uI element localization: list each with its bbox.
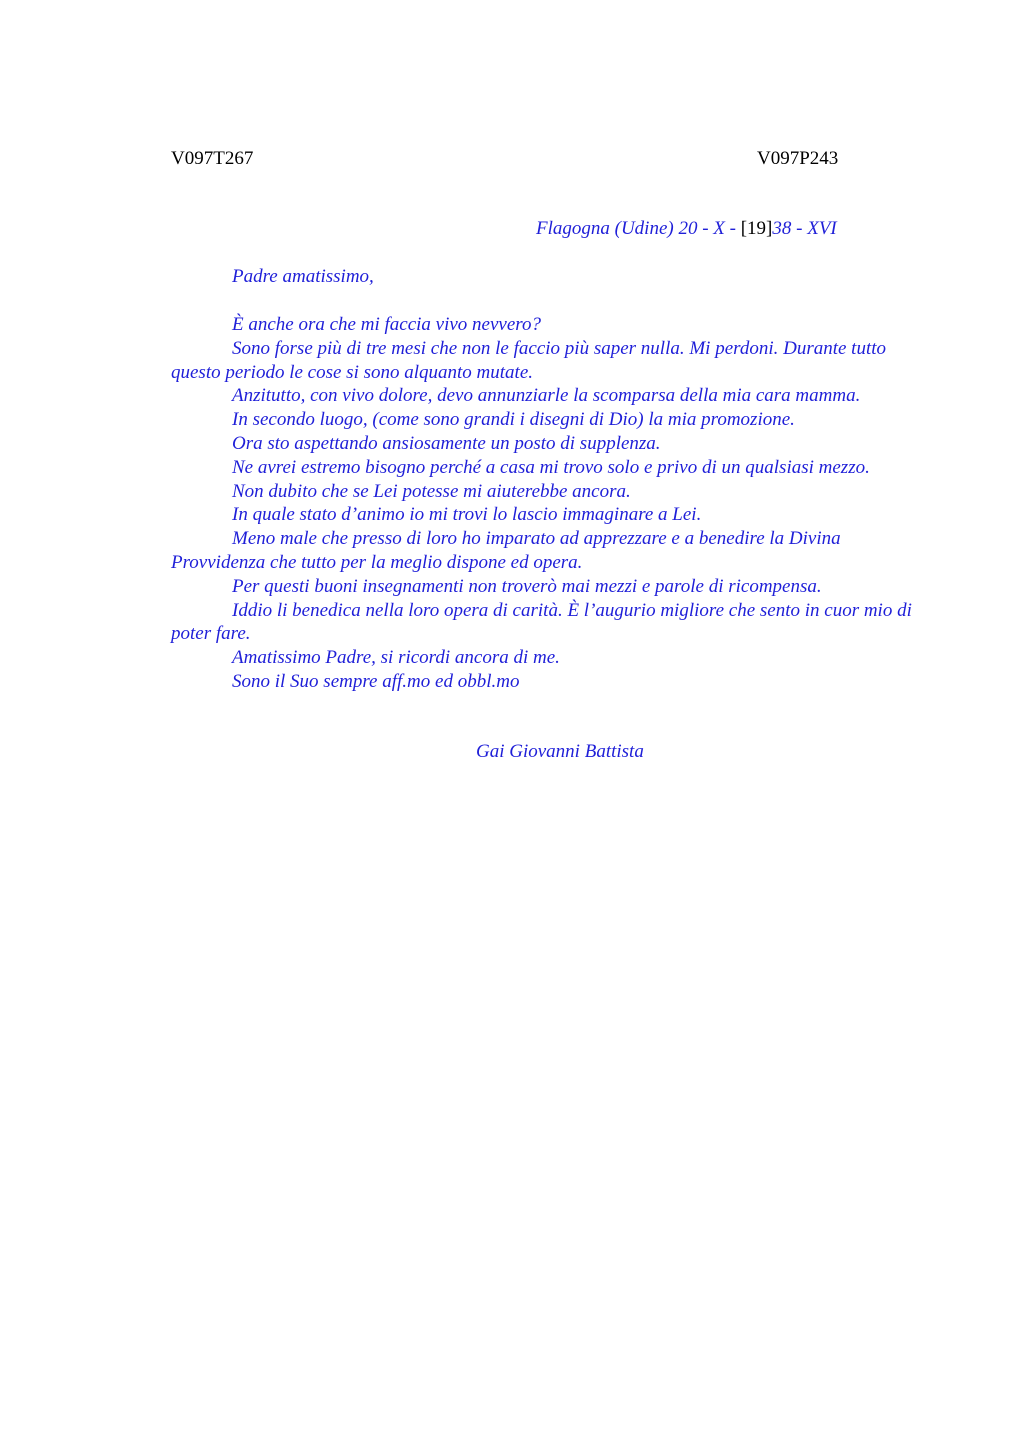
letter-paragraph: È anche ora che mi faccia vivo nevvero?: [232, 314, 541, 335]
reference-code-left: V097T267: [171, 148, 254, 169]
dateline-place-date: Flagogna (Udine) 20 - X -: [536, 218, 741, 239]
letter-paragraph: Per questi buoni insegnamenti non troverò mai mezzi e parole di ricompensa.: [232, 575, 822, 597]
letter-salutation: Padre amatissimo,: [232, 266, 374, 287]
letter-paragraph: Meno male che presso di loro ho imparato ad apprezzare e a benedire la Divina Provvidenza che tutto per la meglio dispone ed opera.: [171, 528, 841, 573]
letter-paragraph: Amatissimo Padre, si ricordi ancora di me.: [232, 647, 560, 669]
dateline-year-editorial: [19]: [740, 218, 773, 239]
letter-paragraph: Sono forse più di tre mesi che non le faccio più saper nulla. Mi perdoni. Durante tutto questo periodo le cose si sono alquanto mutate.: [171, 337, 887, 383]
letter-paragraph: In quale stato d’animo io mi trovi lo lascio immaginare a Lei.: [232, 504, 702, 526]
reference-code-right: V097P243: [757, 148, 839, 169]
letter-paragraph: Sono il Suo sempre aff.mo ed obbl.mo: [232, 670, 520, 692]
dateline-year-rest: 38 - XVI: [772, 218, 837, 239]
letter-paragraph: Ora sto aspettando ansiosamente un posto di supplenza.: [232, 432, 661, 454]
letter-signature: Gai Giovanni Battista: [476, 741, 644, 762]
letter-body: [171, 313, 921, 694]
letter-paragraph: Anzitutto, con vivo dolore, devo annunziarle la scomparsa della mia cara mamma.: [232, 385, 861, 407]
letter-paragraph: Non dubito che se Lei potesse mi aiuterebbe ancora.: [232, 480, 631, 502]
letter-paragraph: Iddio li benedica nella loro opera di carità. È l’augurio migliore che sento in cuor mio di poter fare.: [171, 599, 912, 645]
letter-paragraph: In secondo luogo, (come sono grandi i disegni di Dio) la mia promozione.: [232, 409, 795, 431]
letter-paragraph: Ne avrei estremo bisogno perché a casa mi trovo solo e privo di un qualsiasi mezzo.: [232, 456, 870, 478]
letter-dateline: [536, 218, 837, 240]
